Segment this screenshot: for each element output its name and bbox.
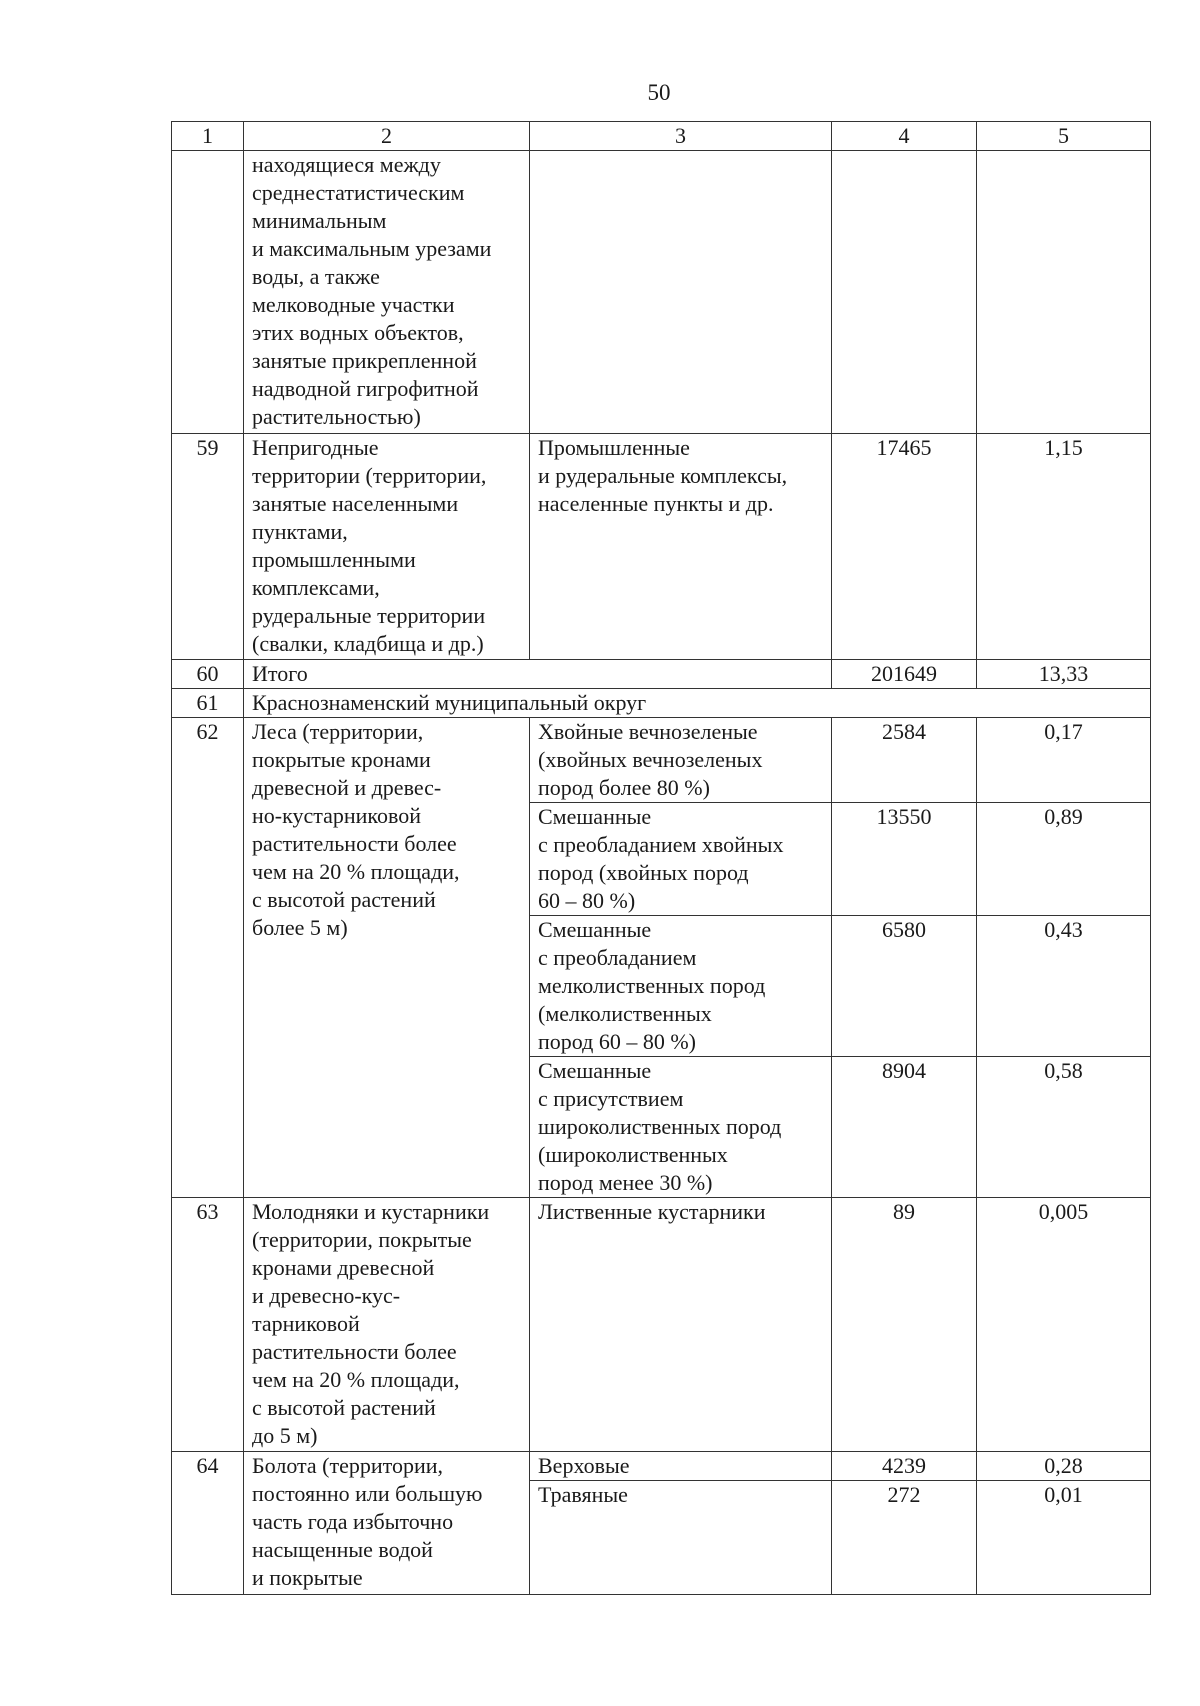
table-row-62 <box>172 718 1151 803</box>
header-col-5: 5 <box>977 122 1151 151</box>
area-cell: 17465 <box>832 434 977 660</box>
land-cover-table <box>171 121 1151 1595</box>
vegetation-type-cell <box>530 718 832 803</box>
land-category-text: Леса (территории, покрытые кронами древесной и древес- но-кустарниковой растительности более чем на 20 % площади, с высотой растений более 5 м) <box>252 719 460 940</box>
area-cell: 201649 <box>832 660 977 689</box>
row-number: 62 <box>172 718 244 1198</box>
percent-cell: 0,28 <box>977 1452 1151 1481</box>
percent-cell: 0,005 <box>977 1198 1151 1452</box>
row-number: 59 <box>172 434 244 660</box>
table-row-61-district <box>172 689 1151 718</box>
total-label: Итого <box>244 660 832 689</box>
district-heading: Краснознаменский муниципальный округ <box>244 689 1151 718</box>
table-row-59 <box>172 434 1151 660</box>
land-category-cell <box>244 1198 530 1452</box>
area-cell: 8904 <box>832 1057 977 1198</box>
land-category-text: Непригодные территории (территории, занятые населенными пунктами, промышленными комплексами, рудеральные территории (свалки, кладбища и др.) <box>252 435 487 656</box>
header-col-2: 2 <box>244 122 530 151</box>
percent-cell: 0,43 <box>977 916 1151 1057</box>
row-number: 64 <box>172 1452 244 1595</box>
area-cell: 4239 <box>832 1452 977 1481</box>
area-cell: 89 <box>832 1198 977 1452</box>
table-header-row <box>172 122 1151 151</box>
area-cell: 13550 <box>832 803 977 916</box>
land-category-text: Молодняки и кустарники (территории, покрытые кронами древесной и древесно-кус- тарниковой растительности более чем на 20 % площади, с высотой растений до 5 м) <box>252 1199 490 1448</box>
percent-cell: 13,33 <box>977 660 1151 689</box>
vegetation-type-cell: Верховые <box>530 1452 832 1481</box>
vegetation-type-cell <box>530 151 832 434</box>
vegetation-type-text: Хвойные вечнозеленые (хвойных вечнозеленых пород более 80 %) <box>538 719 763 800</box>
vegetation-type-text: Лиственные кустарники <box>538 1199 766 1224</box>
vegetation-type-cell: Травяные <box>530 1481 832 1595</box>
land-category-text: находящиеся между среднестатистическим минимальным и максимальным урезами воды, а также мелководные участки этих водных объектов, занятые прикрепленной надводной гигрофитной растительностью) <box>252 152 492 429</box>
row-number <box>172 151 244 434</box>
row-number: 61 <box>172 689 244 718</box>
vegetation-type-text: Промышленные и рудеральные комплексы, населенные пункты и др. <box>538 435 788 516</box>
vegetation-type-text: Смешанные с присутствием широколиственных пород (широколиственных пород менее 30 %) <box>538 1058 782 1195</box>
land-category-cell <box>244 1452 530 1595</box>
percent-cell: 0,01 <box>977 1481 1151 1595</box>
land-category-text: Болота (территории, постоянно или большую часть года избыточно насыщенные водой и покрытые <box>252 1453 483 1590</box>
vegetation-type-text: Смешанные с преобладанием мелколиственных пород (мелколиственных пород 60 – 80 %) <box>538 917 766 1054</box>
land-category-cell <box>244 151 530 434</box>
vegetation-type-cell <box>530 1057 832 1198</box>
header-col-4: 4 <box>832 122 977 151</box>
area-cell <box>832 151 977 434</box>
table-row-continued <box>172 151 1151 434</box>
area-cell: 2584 <box>832 718 977 803</box>
land-category-cell <box>244 434 530 660</box>
row-number: 63 <box>172 1198 244 1452</box>
land-category-cell <box>244 718 530 1198</box>
percent-cell: 0,89 <box>977 803 1151 916</box>
vegetation-type-cell <box>530 803 832 916</box>
area-cell: 272 <box>832 1481 977 1595</box>
header-col-1: 1 <box>172 122 244 151</box>
area-cell: 6580 <box>832 916 977 1057</box>
percent-cell: 0,58 <box>977 1057 1151 1198</box>
vegetation-type-cell <box>530 1198 832 1452</box>
vegetation-type-cell <box>530 916 832 1057</box>
percent-cell <box>977 151 1151 434</box>
vegetation-type-text: Смешанные с преобладанием хвойных пород (хвойных пород 60 – 80 %) <box>538 804 784 913</box>
percent-cell: 1,15 <box>977 434 1151 660</box>
header-col-3: 3 <box>530 122 832 151</box>
table-row-63 <box>172 1198 1151 1452</box>
row-number: 60 <box>172 660 244 689</box>
table-row-64 <box>172 1452 1151 1481</box>
percent-cell: 0,17 <box>977 718 1151 803</box>
vegetation-type-cell <box>530 434 832 660</box>
page-number: 50 <box>647 80 671 105</box>
table-row-60-total <box>172 660 1151 689</box>
